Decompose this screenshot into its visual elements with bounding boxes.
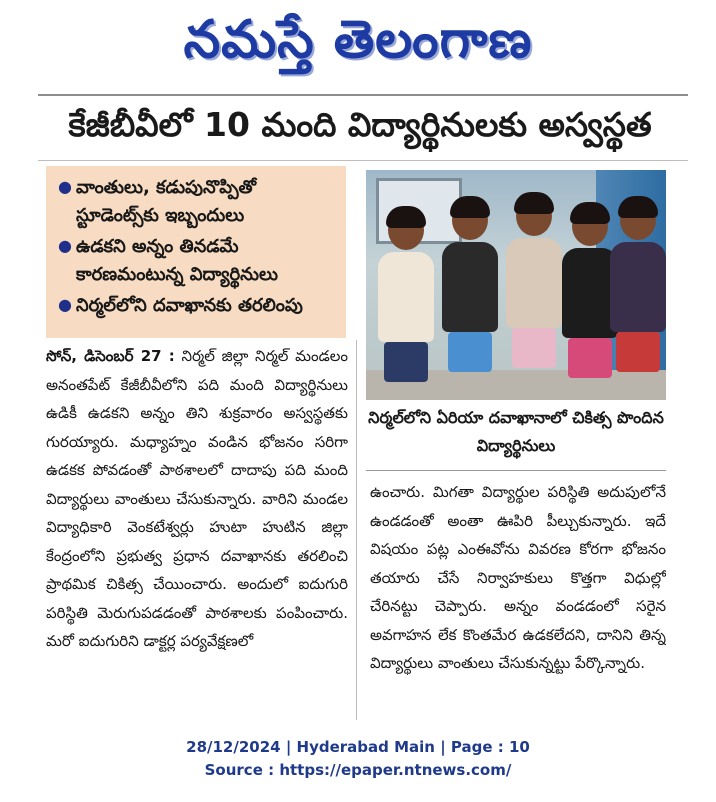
student-figure xyxy=(506,196,562,376)
caption-divider xyxy=(366,470,666,471)
student-figure xyxy=(378,210,434,390)
article-photo xyxy=(366,170,666,400)
masthead xyxy=(0,0,716,92)
dateline: సోన్, డిసెంబర్ 27 : xyxy=(46,347,175,365)
highlight-text: వాంతులు, కడుపునొప్పితో స్టూడెంట్స్‌కు ఇబ్బందులు xyxy=(76,177,257,226)
page-footer xyxy=(0,736,716,782)
highlight-item xyxy=(58,174,340,230)
highlight-item xyxy=(58,292,340,320)
masthead-divider xyxy=(38,94,688,96)
masthead-title: నమస్తే తెలంగాణ xyxy=(183,9,533,70)
bullet-icon: ● xyxy=(58,236,72,255)
adjacent-article-edge xyxy=(706,340,716,720)
footer-source: Source : https://epaper.ntnews.com/ xyxy=(204,761,512,779)
headline-divider xyxy=(38,160,688,161)
article-column-1 xyxy=(46,342,348,722)
student-figure xyxy=(442,200,498,380)
footer-edition-info: 28/12/2024 | Hyderabad Main | Page : 10 xyxy=(186,738,530,756)
photo-caption: నిర్మల్‌లోని ఏరియా దవాఖానాలో చికిత్స పొందిన విద్యార్థినులు xyxy=(368,408,664,455)
highlight-item xyxy=(58,233,340,289)
article-headline: కేజీబీవీలో 10 మంది విద్యార్థినులకు అస్వస్థత xyxy=(68,104,652,144)
bullet-icon: ● xyxy=(58,177,72,196)
column-1-text: నిర్మల్ జిల్లా నిర్మల్ మండలం అనంతపేట్ కేజీబీవీలోని పది మంది విద్యార్థినులు ఉడికీ ఉడకని అన్నం తిని శుక్రవారం అస్వస్థతకు గురయ్యారు. మధ్యాహ్నం వండిన భోజనం సరిగా ఉడకక పోవడంతో పాఠశాలలో దాదాపు పది మంది విద్యార్థులు వాంతులు చేసుకున్నారు. వారిని మండల విద్యాధికారి వెంకటేశ్వర్లు హుటా హుటిన జిల్లా కేంద్రంలోని ప్రభుత్వ ప్రధాన దవాఖానకు తరలించి ప్రాథమిక చికిత్స చేయించారు. అందులో ఐదుగురి పరిస్థితి మెరుగుపడడంతో పాఠశాలకు పంపించారు. మరో ఐదుగురిని డాక్టర్ల పర్యవేక్షణలో xyxy=(46,347,348,650)
highlight-text: నిర్మల్‌లోని దవాఖానకు తరలింపు xyxy=(76,295,303,316)
bullet-icon: ● xyxy=(58,295,72,314)
student-figure xyxy=(610,200,666,380)
article-column-2: ఉంచారు. మిగతా విద్యార్థుల పరిస్థితి అదుపులోనే ఉండడంతో అంతా ఊపిరి పీల్చుకున్నారు. ఇదే విషయం పట్ల ఎంఈవోను వివరణ కోరగా భోజనం తయారు చేసే నిర్వాహకులు కొత్తగా విధుల్లో చేరినట్టు చెప్పారు. అన్నం వండడంలో సరైన అవగాహన లేక కొంతమేర ఉడకలేదని, దానిని తిన్న విద్యార్థులు వాంతులు చేసుకున్నట్టు పేర్కొన్నారు. xyxy=(370,483,666,672)
highlight-text: ఉడకని అన్నం తినడమే కారణమంటున్న విద్యార్థినులు xyxy=(76,236,278,285)
column-divider xyxy=(356,340,357,720)
highlights-box xyxy=(46,166,346,338)
